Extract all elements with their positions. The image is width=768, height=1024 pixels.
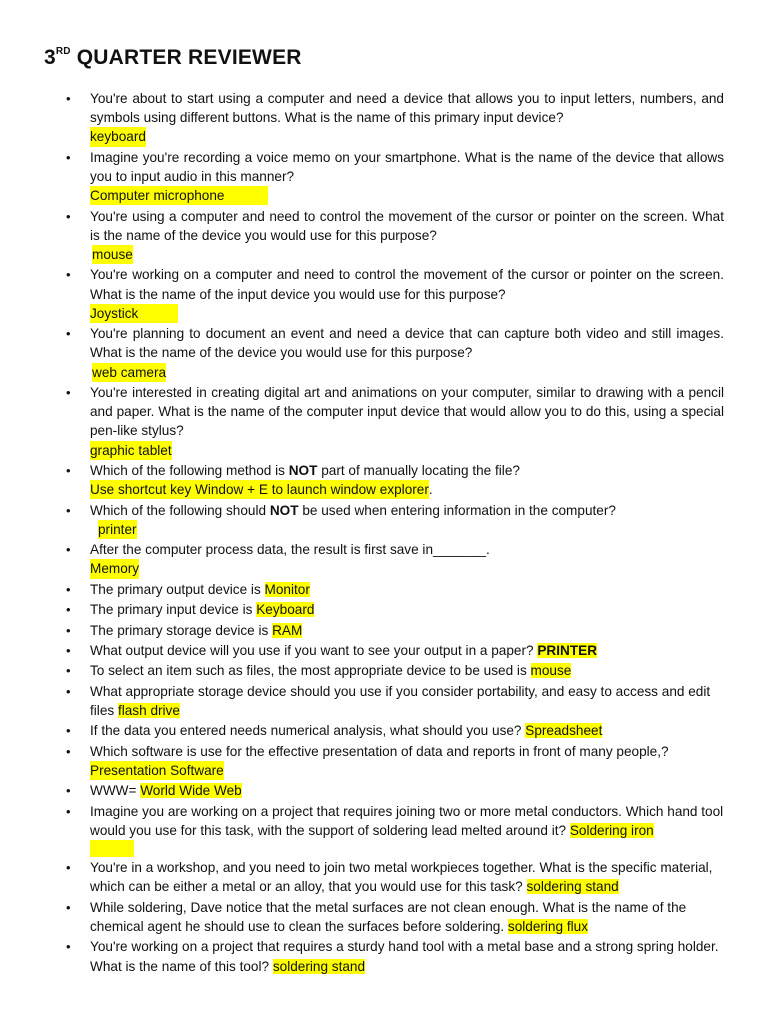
list-item	[66, 580, 724, 599]
list-item: • Which of the following method is NOT part of manually locating the file? Use shortcut key Window + E to launch window explorer.	[66, 461, 724, 499]
list-item	[66, 383, 724, 460]
list-item	[66, 937, 724, 975]
title-number: 3	[44, 46, 56, 69]
list-item	[66, 265, 724, 323]
answer-highlight: Memory	[90, 559, 139, 578]
title-superscript: RD	[55, 46, 71, 57]
answer-highlight: soldering stand	[526, 879, 619, 895]
list-item	[66, 540, 724, 578]
question-text: • Which software is use for the effective presentation of data and reports in front of many people,?	[90, 743, 669, 759]
answer-highlight: mouse	[92, 245, 133, 264]
question-text: You're in a workshop, and you need to join two metal workpieces together. What is the specific material, which can be either a metal or an alloy, that you would use for this task?	[90, 860, 713, 895]
question-text: • Which of the following method is NOT part of manually locating the file?	[90, 462, 520, 478]
answer-highlight: PRINTER	[537, 642, 598, 658]
list-item	[66, 207, 724, 265]
question-text: What output device will you use if you want to see your output in a paper?	[90, 642, 538, 658]
answer-highlight: keyboard	[90, 127, 146, 146]
list-item	[66, 148, 724, 206]
answer-highlight: soldering stand	[272, 958, 366, 974]
list-item	[66, 858, 724, 896]
list-item	[66, 641, 724, 660]
question-text: • After the computer process data, the result is first save in_______.	[90, 542, 490, 558]
list-item	[66, 898, 724, 936]
question-text: You're working on a project that requires a sturdy hand tool with a metal base and a strong spring holder. What is the name of this tool?	[90, 939, 719, 974]
answer-highlight: graphic tablet	[90, 441, 172, 460]
question-text: The primary storage device is	[90, 622, 273, 638]
emphasis-not: NOT	[288, 462, 318, 478]
answer-highlight: World Wide Web	[140, 783, 242, 799]
question-text: The primary output device is	[90, 581, 265, 597]
answer-highlight: flash drive	[117, 702, 180, 718]
question-text: • You're planning to document an event and need a device that can capture both video and still images. What is the name of the device you would use for this purpose?	[90, 326, 724, 361]
question-text: • Which of the following should NOT be used when entering information in the computer?	[90, 502, 616, 518]
answer-highlight: mouse	[530, 663, 572, 679]
list-item	[66, 742, 724, 780]
question-text: Imagine you are working on a project that requires joining two or more metal conductors. Which hand tool would you use for this task, with the support of soldering lead melted around it?	[90, 803, 724, 838]
answer-highlight: soldering flux	[507, 919, 588, 935]
emphasis-not: NOT	[269, 502, 299, 518]
answer-highlight: Soldering iron	[569, 822, 654, 838]
question-text: • You're working on a computer and need to control the movement of the cursor or pointer on the screen. What is the name of the input device you would use for this purpose?	[90, 267, 724, 302]
title-text: QUARTER REVIEWER	[70, 46, 302, 69]
question-text: • Imagine you're recording a voice memo on your smartphone. What is the name of the device that allows you to input audio in this manner?	[90, 149, 724, 184]
list-item	[66, 721, 724, 740]
page-title	[44, 46, 302, 70]
list-item	[66, 501, 724, 539]
answer-highlight: Keyboard	[256, 602, 315, 618]
list-item	[66, 781, 724, 800]
list-item	[66, 682, 724, 720]
list-item	[66, 621, 724, 640]
highlight-mark	[90, 840, 134, 857]
answer-highlight: Presentation Software	[90, 761, 224, 780]
list-item	[66, 89, 724, 147]
question-text: • You're using a computer and need to control the movement of the cursor or pointer on the screen. What is the name of the device you would use for this purpose?	[90, 208, 724, 243]
question-text: • You're interested in creating digital art and animations on your computer, similar to drawing with a pencil and paper. What is the name of the computer input device that would allow you to do this, using a special pen-like stylus?	[90, 384, 724, 439]
list-item	[66, 600, 724, 619]
answer-highlight: Spreadsheet	[525, 723, 603, 739]
list-item	[66, 324, 724, 382]
answer-highlight: Use shortcut key Window + E to launch window explorer	[90, 480, 429, 499]
answer-highlight: RAM	[272, 622, 303, 638]
question-text: If the data you entered needs numerical analysis, what should you use?	[90, 723, 526, 739]
answer-highlight: Monitor	[264, 581, 310, 597]
question-text: To select an item such as files, the most appropriate device to be used is	[90, 663, 531, 679]
answer-highlight: Joystick	[90, 304, 178, 323]
question-text: While soldering, Dave notice that the metal surfaces are not clean enough. What is the name of the chemical agent he should use to clean the surfaces before soldering.	[90, 899, 687, 935]
question-text: What appropriate storage device should you use if you consider portability, and easy to access and edit files	[90, 683, 711, 718]
question-text: • You're about to start using a computer and need a device that allows you to input letters, numbers, and symbols using different buttons. What is the name of this primary input device?	[90, 91, 724, 126]
list-item	[66, 661, 724, 680]
question-text: The primary input device is	[90, 602, 257, 618]
answer-highlight: Computer microphone	[90, 186, 268, 205]
answer-highlight: web camera	[92, 363, 166, 382]
answer-highlight: printer	[98, 520, 137, 539]
question-list	[66, 89, 724, 977]
question-text: WWW=	[90, 783, 141, 799]
list-item	[66, 802, 724, 857]
